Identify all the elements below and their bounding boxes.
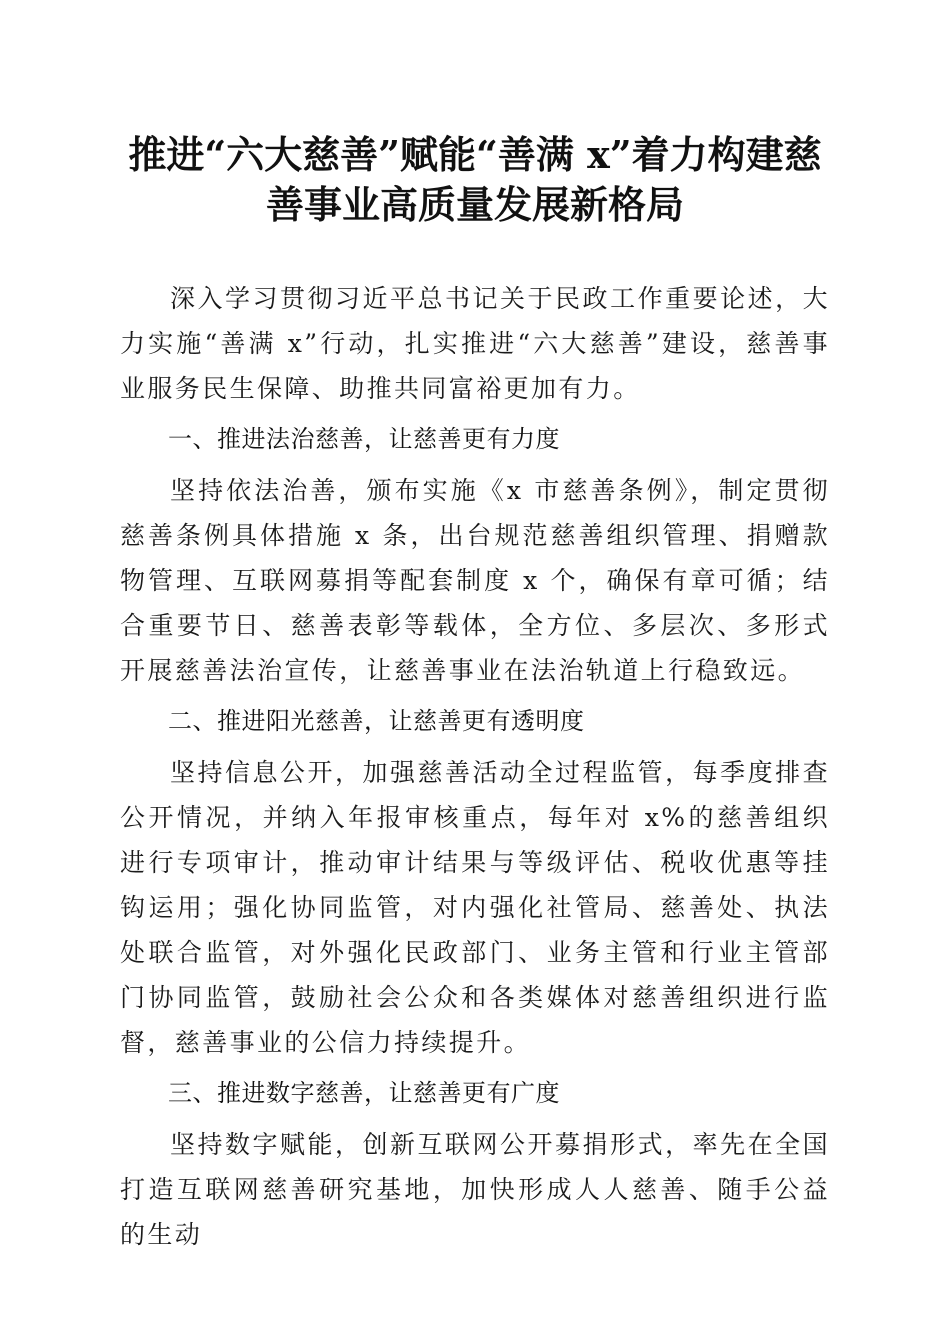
section-body-1: 坚持依法治善，颁布实施《x 市慈善条例》，制定贯彻慈善条例具体措施 x 条，出台规范慈善组织管理、捐赠款物管理、互联网募捐等配套制度 x 个，确保有章可循；结合重要节日、慈善表彰等载体，全方位、多层次、多形式开展慈善法治宣传，让慈善事业在法治轨道上行稳致远。 — [120, 476, 830, 685]
document-body — [120, 276, 830, 1257]
intro-paragraph: 深入学习贯彻习近平总书记关于民政工作重要论述，大力实施“善满 x”行动，扎实推进“六大慈善”建设，慈善事业服务民生保障、助推共同富裕更加有力。 — [120, 284, 830, 403]
section-heading-3: 三、推进数字慈善，让慈善更有广度 — [168, 1079, 560, 1107]
section-heading-2: 二、推进阳光慈善，让慈善更有透明度 — [168, 707, 585, 735]
document-title — [110, 130, 840, 230]
title-line-2: 善事业高质量发展新格局 — [265, 182, 684, 227]
section-heading-1: 一、推进法治慈善，让慈善更有力度 — [168, 425, 560, 453]
section-body-2: 坚持信息公开，加强慈善活动全过程监管，每季度排查公开情况，并纳入年报审核重点，每年对 x%的慈善组织进行专项审计，推动审计结果与等级评估、税收优惠等挂钩运用；强化协同监管，对内强化社管局、慈善处、执法处联合监管，对外强化民政部门、业务主管和行业主管部门协同监管，鼓励社会公众和各类媒体对慈善组织进行监督，慈善事业的公信力持续提升。 — [120, 758, 830, 1057]
title-line-1: 推进“六大慈善”赋能“善满 x”着力构建慈 — [128, 132, 822, 177]
section-body-3: 坚持数字赋能，创新互联网公开募捐形式，率先在全国打造互联网慈善研究基地，加快形成人人慈善、随手公益的生动 — [120, 1130, 830, 1249]
